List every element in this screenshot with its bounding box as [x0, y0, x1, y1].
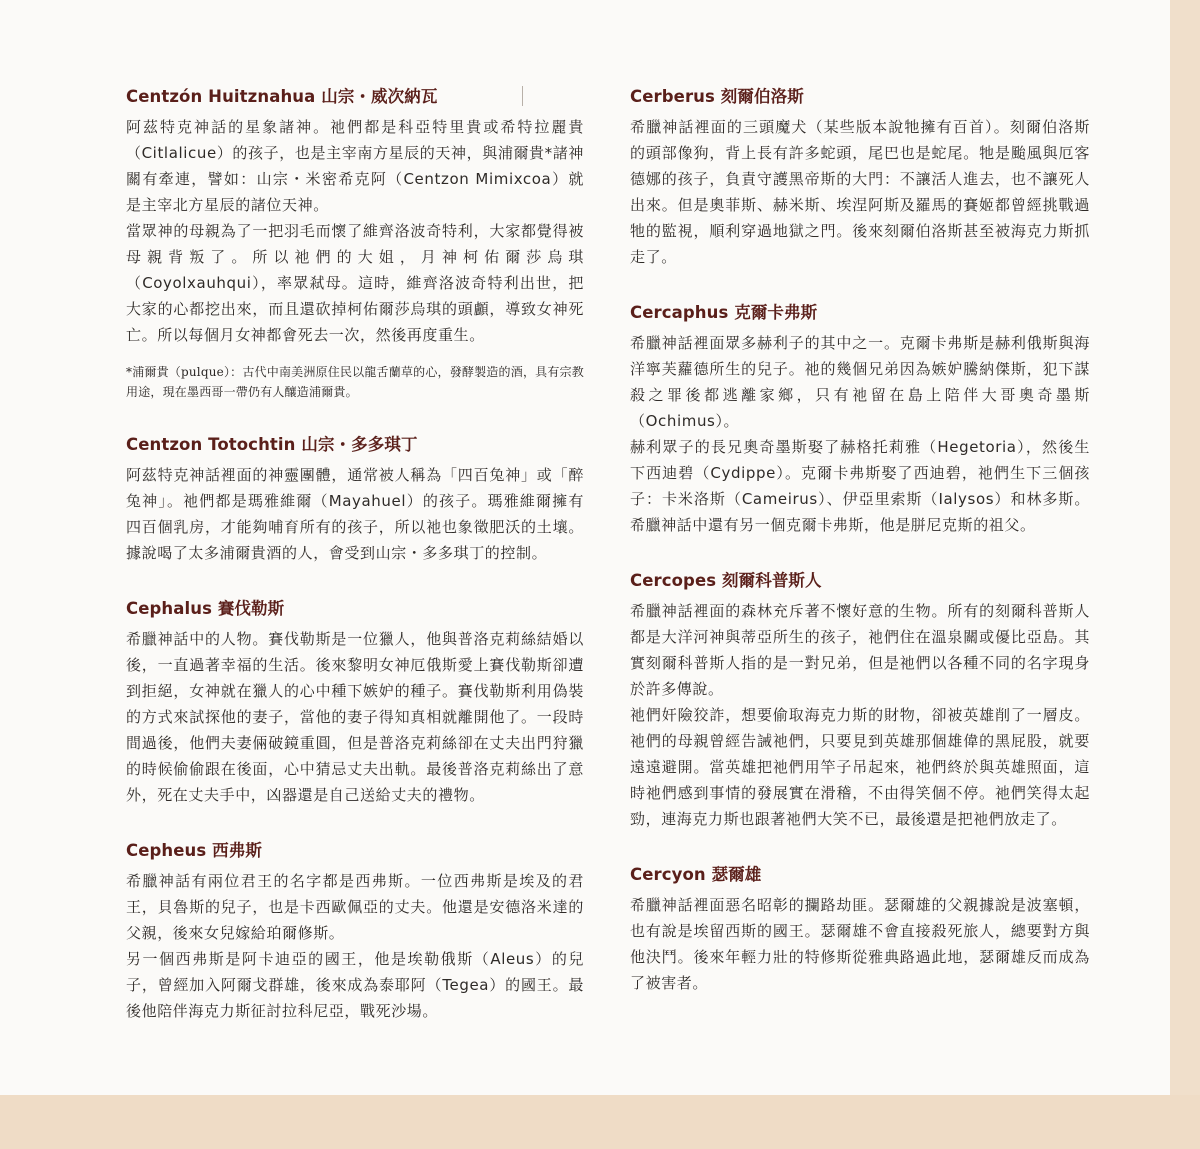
- page-edge-right: [1170, 0, 1200, 1149]
- entry-cercopes: [630, 568, 1090, 832]
- entry-paragraph: 希臘神話中的人物。賽伐勒斯是一位獵人，他與普洛克莉絲結婚以後，一直過著幸福的生活。後來黎明女神厄俄斯愛上賽伐勒斯卻遭到拒絕，女神就在獵人的心中種下嫉妒的種子。賽伐勒斯利用偽裝的方式來試探他的妻子，當他的妻子得知真相就離開他了。一段時間過後，他們夫妻倆破鏡重圓，但是普洛克莉絲卻在丈夫出門狩獵的時候偷偷跟在後面，心中猜忌丈夫出軌。最後普洛克莉絲出了意外，死在丈夫手中，凶器還是自己送給丈夫的禮物。: [126, 630, 584, 804]
- entry-paragraph: 赫利眾子的長兄奧奇墨斯娶了赫格托莉雅（Hegetoria），然後生下西迪碧（Cydippe）。克爾卡弗斯娶了西迪碧，祂們生下三個孩子：卡米洛斯（Cameirus）、伊亞里索斯（Ialysos）和林多斯。希臘神話中還有另一個克爾卡弗斯，他是胼尼克斯的祖父。: [630, 438, 1090, 534]
- entry-title: Cercyon 瑟爾雄: [630, 865, 762, 884]
- entry-cercyon: [630, 862, 1090, 996]
- entry-title: Centzón Huitznahua 山宗・威次納瓦: [126, 87, 438, 106]
- entry-centzon-huitznahua: [126, 84, 584, 402]
- entry-paragraph: 阿茲特克神話裡面的神靈團體，通常被人稱為「四百兔神」或「醉兔神」。祂們都是瑪雅維爾（Mayahuel）的孩子。瑪雅維爾擁有四百個乳房，才能夠哺育所有的孩子，所以祂也象徵肥沃的土壤。據說喝了太多浦爾貴酒的人，會受到山宗・多多琪丁的控制。: [126, 466, 584, 562]
- entry-paragraph: 阿茲特克神話的星象諸神。祂們都是科亞特里貴或希特拉麗貴（Citlalicue）的孩子，也是主宰南方星辰的天神，與浦爾貴*諸神關有牽連，譬如：山宗・米密希克阿（Centzon Mimixcoa）就是主宰北方星辰的諸位天神。: [126, 118, 584, 214]
- entry-title: Cerberus 刻爾伯洛斯: [630, 87, 804, 106]
- right-column: [630, 84, 1090, 1026]
- entry-paragraph: 當眾神的母親為了一把羽毛而懷了維齊洛波奇特利，大家都覺得被母親背叛了。所以祂們的大姐，月神柯佑爾莎烏琪（Coyolxauhqui），率眾弒母。這時，維齊洛波奇特利出世，把大家的心都挖出來，而且還砍掉柯佑爾莎烏琪的頭顱，導致女神死亡。所以每個月女神都會死去一次，然後再度重生。: [126, 222, 584, 344]
- entry-paragraph: 另一個西弗斯是阿卡迪亞的國王，他是埃勒俄斯（Aleus）的兒子，曾經加入阿爾戈群雄，後來成為泰耶阿（Tegea）的國王。最後他陪伴海克力斯征討拉科尼亞，戰死沙場。: [126, 950, 584, 1020]
- entry-paragraph: 祂們奸險狡詐，想要偷取海克力斯的財物，卻被英雄削了一層皮。祂們的母親曾經告誡祂們，只要見到英雄那個雄偉的黑屁股，就要遠遠避開。當英雄把祂們用竿子吊起來，祂們終於與英雄照面，這時祂們感到事情的發展實在滑稽，不由得笑個不停。祂們笑得太起勁，連海克力斯也跟著祂們大笑不已，最後還是把祂們放走了。: [630, 706, 1090, 828]
- entry-cepheus: [126, 838, 584, 1024]
- entry-paragraph: 希臘神話裡面眾多赫利子的其中之一。克爾卡弗斯是赫利俄斯與海洋寧芙蘿德所生的兒子。祂的幾個兄弟因為嫉妒騰納傑斯，犯下謀殺之罪後都逃離家鄉，只有祂留在島上陪伴大哥奧奇墨斯（Ochimus）。: [630, 334, 1090, 430]
- entry-paragraph: 希臘神話裡面惡名昭彰的攔路劫匪。瑟爾雄的父親據說是波塞頓，也有說是埃留西斯的國王。瑟爾雄不會直接殺死旅人，總要對方與他決鬥。後來年輕力壯的特修斯從雅典路過此地，瑟爾雄反而成為了被害者。: [630, 896, 1090, 992]
- entry-title: Centzon Totochtin 山宗・多多琪丁: [126, 435, 418, 454]
- entry-cephalus: [126, 596, 584, 808]
- entry-paragraph: 希臘神話有兩位君王的名字都是西弗斯。一位西弗斯是埃及的君王，貝魯斯的兒子，也是卡西歐佩亞的丈夫。他還是安德洛米達的父親，後來女兒嫁給珀爾修斯。: [126, 872, 584, 942]
- entry-title: Cepheus 西弗斯: [126, 841, 262, 860]
- left-column: [126, 84, 584, 1054]
- entry-paragraph: 希臘神話裡面的三頭魔犬（某些版本說牠擁有百首）。刻爾伯洛斯的頭部像狗，背上長有許多蛇頭，尾巴也是蛇尾。牠是颱風與厄客德娜的孩子，負責守護黑帝斯的大門：不讓活人進去，也不讓死人出來。但是奧菲斯、赫米斯、埃涅阿斯及羅馬的賽姬都曾經挑戰過牠的監視，順利穿過地獄之門。後來刻爾伯洛斯甚至被海克力斯抓走了。: [630, 118, 1090, 266]
- entry-centzon-totochtin: [126, 432, 584, 566]
- entry-title: Cephalus 賽伐勒斯: [126, 599, 285, 618]
- entry-cercaphus: [630, 300, 1090, 538]
- entry-title: Cercopes 刻爾科普斯人: [630, 571, 822, 590]
- entry-title: Cercaphus 克爾卡弗斯: [630, 303, 818, 322]
- entry-cerberus: [630, 84, 1090, 270]
- page-edge-bottom: [0, 1095, 1200, 1149]
- entry-paragraph: 希臘神話裡面的森林充斥著不懷好意的生物。所有的刻爾科普斯人都是大洋河神與蒂亞所生的孩子，祂們住在溫泉關或優比亞島。其實刻爾科普斯人指的是一對兄弟，但是祂們以各種不同的名字現身於許多傳說。: [630, 602, 1090, 698]
- footnote: *浦爾貴（pulque）：古代中南美洲原住民以龍舌蘭草的心，發酵製造的酒，具有宗教用途，現在墨西哥一帶仍有人釀造浦爾貴。: [126, 365, 584, 399]
